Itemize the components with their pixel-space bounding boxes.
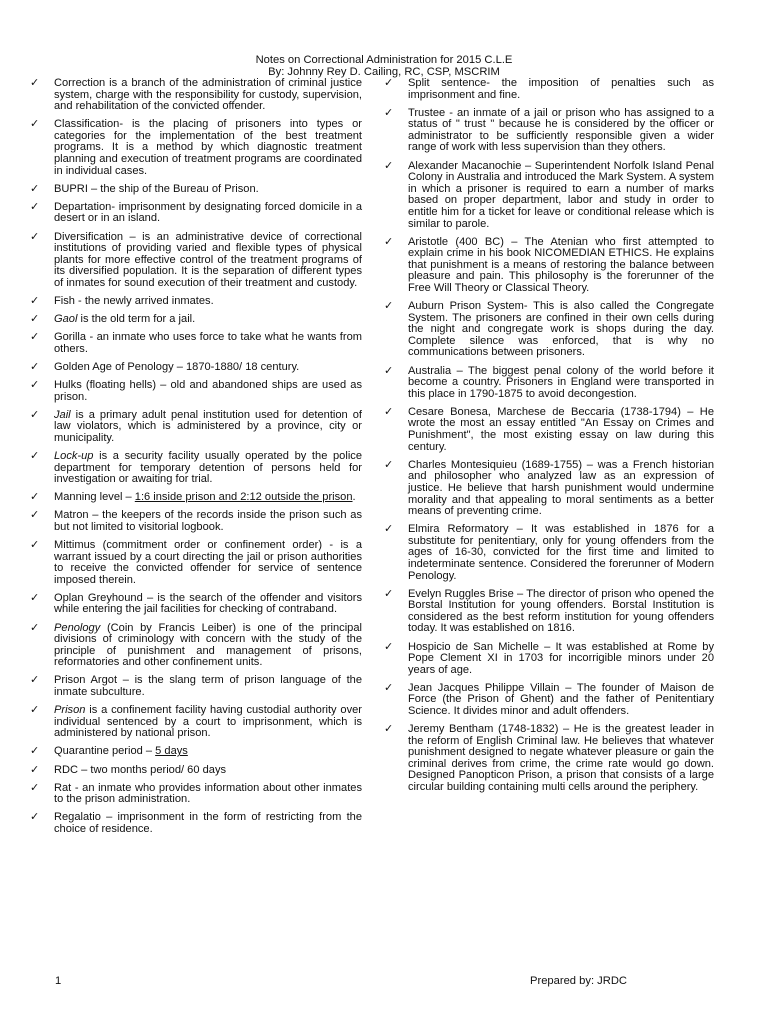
note-definition: Classification- is the placing of prisoners into types or categories for the implementation of the best treatment programs. It is a method by which diagnostic treatment planning and execution of treatment programs are coordinated in individual cases. — [54, 118, 362, 177]
note-item — [30, 540, 362, 586]
checkmark-icon: ✓ — [30, 811, 40, 824]
note-definition: RDC – two months period/ 60 days — [54, 763, 227, 776]
note-item — [384, 237, 714, 295]
note-definition: Matron – the keepers of the records inside the prison such as but not limited to visitorial logbook. — [54, 509, 362, 533]
note-definition: is a security facility usually operated by the police department for temporary detention of persons held for investigation or awaiting for trial. — [54, 449, 362, 486]
checkmark-icon: ✓ — [384, 106, 394, 119]
checkmark-icon: ✓ — [384, 364, 394, 377]
checkmark-icon: ✓ — [384, 300, 394, 313]
note-item — [30, 410, 362, 445]
note-text — [54, 409, 362, 444]
note-item — [30, 765, 362, 777]
note-definition: Elmira Reformatory – It was established in 1876 for a substitute for penitentiary, only for young offenders from the ages of 16-30, convicted for the first time and limited to indeterminate sentence. Considered the forerunner of Modern Penology. — [408, 523, 714, 582]
checkmark-icon: ✓ — [30, 539, 40, 551]
note-item — [30, 78, 362, 113]
checkmark-icon: ✓ — [384, 235, 394, 248]
checkmark-icon: ✓ — [384, 587, 394, 600]
checkmark-icon: ✓ — [30, 745, 40, 758]
note-emphasis: 1:6 inside prison and 2:12 outside the prison — [134, 491, 353, 504]
note-definition: Rat - an inmate who provides information about other inmates to the prison administration. — [54, 781, 362, 806]
note-text — [54, 539, 362, 586]
note-text — [54, 313, 195, 325]
note-text — [54, 745, 188, 757]
note-text — [408, 236, 714, 294]
checkmark-icon: ✓ — [30, 378, 40, 391]
note-text — [54, 674, 362, 698]
checkmark-icon: ✓ — [384, 523, 394, 536]
checkmark-icon: ✓ — [30, 313, 40, 326]
right-column — [384, 78, 714, 800]
note-item — [30, 746, 362, 758]
checkmark-icon: ✓ — [384, 458, 394, 471]
note-text — [54, 509, 362, 533]
note-text — [54, 118, 362, 176]
note-definition: Jeremy Bentham (1748-1832) – He is the greatest leader in the reform of English Criminal law. He believes that whatever punishment designed to negate whatever pleasure or gain the criminal derives from crime, the crime rate would go down. Designed Panopticon Prison, a prison that consists of a large circular building containing multi cells around the periphery. — [408, 723, 714, 794]
note-term: Prison — [54, 704, 86, 717]
note-item — [384, 78, 714, 101]
note-text — [54, 379, 362, 403]
note-item — [384, 683, 714, 718]
checkmark-icon: ✓ — [384, 723, 394, 736]
checkmark-icon: ✓ — [30, 781, 40, 794]
note-item — [30, 783, 362, 806]
note-definition: Golden Age of Penology – 1870-1880/ 18 century. — [54, 360, 300, 373]
note-item — [384, 161, 714, 231]
document-header — [0, 54, 768, 78]
note-item — [30, 812, 362, 835]
note-definition: Australia – The biggest penal colony of the world before it become a country. Prisoners in England were transported in this place in 1790-1875 to avoid decongestion. — [408, 364, 714, 400]
checkmark-icon: ✓ — [30, 449, 40, 462]
note-text — [408, 77, 714, 101]
note-text — [54, 361, 299, 373]
note-text — [54, 811, 362, 835]
note-definition: Aristotle (400 BC) – The Atenian who first attempted to explain crime in his book NICOMEDIAN ETHICS. He explains that punishment is a means of restoring the balance between pleasure and pain. This philosophy is the forerunner of the Free Will Theory or Classical Theory. — [408, 235, 714, 294]
checkmark-icon: ✓ — [30, 763, 40, 776]
note-text — [408, 107, 714, 154]
note-definition: Oplan Greyhound – is the search of the offender and visitors while entering the jail facilities for checking of contraband. — [54, 591, 362, 616]
page-number: 1 — [55, 975, 62, 987]
note-definition: Correction is a branch of the administration of criminal justice system, charge with the responsibility for custody, supervision, and rehabilitation of the convicted offender. — [54, 77, 362, 113]
document-byline: By: Johnny Rey D. Cailing, RC, CSP, MSCRIM — [268, 66, 500, 78]
note-text — [54, 491, 356, 503]
note-definition: Charles Montesiquieu (1689-1755) – was a French historian and philosopher who analyzed law as an expression of justice. He believe that harsh punishment would undermine morality and that appealing to moral sentiments as a better means of preventing crime. — [408, 458, 714, 518]
note-text — [54, 782, 362, 806]
note-text — [54, 764, 226, 776]
note-text — [54, 231, 362, 289]
note-text — [54, 295, 214, 307]
note-term: Lock-up — [54, 449, 94, 462]
note-item — [384, 724, 714, 794]
note-text — [54, 77, 362, 112]
note-text — [54, 331, 362, 355]
checkmark-icon: ✓ — [384, 640, 394, 653]
note-text — [408, 723, 714, 793]
note-text — [408, 523, 714, 581]
left-column — [30, 78, 362, 842]
note-definition: Hospicio de San Michelle – It was established at Rome by Pope Clement XI in 1703 for incorrigible minors under 20 years of age. — [408, 640, 714, 676]
note-item — [30, 705, 362, 740]
note-definition: (Coin by Francis Leiber) is one of the principal divisions of criminology with concern with the study of the principle of punishment and management of prisons, reformatories and other confinement units. — [54, 621, 362, 669]
note-definition: Jean Jacques Philippe Villain – The founder of Maison de Force (the Prison of Ghent) and the father of Penitentiary Science. It divides minor and adult offenders. — [408, 681, 714, 717]
checkmark-icon: ✓ — [30, 704, 40, 717]
note-text — [408, 459, 714, 517]
checkmark-icon: ✓ — [384, 681, 394, 694]
note-text — [54, 704, 362, 739]
note-text — [408, 641, 714, 676]
note-item — [30, 623, 362, 669]
note-definition: Hulks (floating hells) – old and abandoned ships are used as prison. — [54, 378, 362, 403]
checkmark-icon: ✓ — [30, 331, 40, 344]
note-definition: Prison Argot – is the slang term of prison language of the inmate subculture. — [54, 674, 362, 699]
note-text — [408, 682, 714, 717]
note-item — [30, 380, 362, 403]
note-text — [54, 450, 362, 485]
note-text — [408, 300, 714, 358]
note-item — [384, 366, 714, 401]
note-item — [30, 184, 362, 196]
note-definition: BUPRI – the ship of the Bureau of Prison. — [54, 182, 259, 195]
note-definition: Alexander Macanochie – Superintendent Norfolk Island Penal Colony in Australia and introduced the Mark System. A system in which a prisoner is required to earn a number of marks based on proper department, labor and study in order to entitle him for a ticket for leave or conditional release which is similar to parole. — [408, 159, 714, 230]
note-definition: Quarantine period – — [54, 745, 156, 758]
checkmark-icon: ✓ — [30, 77, 40, 89]
note-item — [30, 675, 362, 698]
note-term: Jail — [54, 408, 71, 421]
note-definition: Evelyn Ruggles Brise – The director of prison who opened the Borstal Institution for young offenders. Borstal Institution is considered as the best reform institution for young offenders today. It was established on 1816. — [408, 587, 714, 635]
note-definition: Diversification – is an administrative device of correctional institutions of providing varied and flexible types of physical plants for more effective control of the treatment programs of its diversified population. It is the separation of different types of inmates for sound execution of their treatment and custody. — [54, 230, 362, 289]
note-item — [30, 119, 362, 177]
note-item — [30, 314, 362, 326]
checkmark-icon: ✓ — [30, 674, 40, 687]
note-definition: Trustee - an inmate of a jail or prison who has assigned to a status of " trust " because he is considered by the officer or administrator to be sufficiently responsible given a wider range of work with less supervision than they others. — [408, 106, 714, 154]
checkmark-icon: ✓ — [384, 405, 394, 418]
note-text — [54, 183, 259, 195]
note-definition: Mittimus (commitment order or confinement order) - is a warrant issued by a court directing the jail or prison authorities to receive the convicted offender for service of sentence imposed therein. — [54, 539, 362, 586]
note-tail: . — [352, 491, 356, 504]
note-item — [384, 589, 714, 635]
checkmark-icon: ✓ — [30, 200, 40, 213]
note-item — [384, 407, 714, 453]
note-text — [408, 160, 714, 230]
note-definition: Regalatio – imprisonment in the form of restricting from the choice of residence. — [54, 811, 362, 835]
note-emphasis: 5 days — [155, 745, 188, 758]
note-text — [408, 588, 714, 635]
checkmark-icon: ✓ — [30, 230, 40, 243]
note-item — [30, 510, 362, 533]
checkmark-icon: ✓ — [30, 118, 40, 131]
checkmark-icon: ✓ — [30, 509, 40, 522]
note-item — [30, 451, 362, 486]
note-item — [384, 108, 714, 154]
note-item — [30, 332, 362, 355]
note-definition: is the old term for a jail. — [77, 313, 196, 326]
note-item — [384, 524, 714, 582]
note-item — [384, 301, 714, 359]
note-item — [30, 232, 362, 290]
note-text — [54, 592, 362, 616]
note-text — [408, 406, 714, 453]
prepared-by: Prepared by: JRDC — [530, 975, 627, 987]
note-term: Gaol — [54, 313, 78, 326]
checkmark-icon: ✓ — [30, 295, 40, 307]
checkmark-icon: ✓ — [30, 182, 40, 195]
checkmark-icon: ✓ — [30, 591, 40, 604]
checkmark-icon: ✓ — [30, 491, 40, 504]
note-item — [30, 202, 362, 225]
note-definition: Split sentence- the imposition of penalties such as imprisonment and fine. — [408, 77, 714, 101]
checkmark-icon: ✓ — [30, 408, 40, 421]
note-text — [408, 365, 714, 400]
note-definition: Cesare Bonesa, Marchese de Beccaria (1738-1794) – He wrote the most an essay entitled "An Essay on Crimes and Punishment", the most existing essay on law during this century. — [408, 405, 714, 453]
checkmark-icon: ✓ — [30, 360, 40, 373]
note-definition: Auburn Prison System- This is also called the Congregate System. The prisoners are confined in their own cells during the night and congregate work is shops during the day. Complete silence was enforced, that is why no communications between prisoners. — [408, 300, 714, 359]
note-item — [30, 296, 362, 308]
document-title: Notes on Correctional Administration for 2015 C.L.E — [255, 54, 513, 66]
note-item — [30, 492, 362, 504]
note-item — [30, 362, 362, 374]
note-item — [384, 460, 714, 518]
checkmark-icon: ✓ — [30, 621, 40, 634]
note-item — [30, 593, 362, 616]
note-definition: Manning level – — [54, 491, 135, 504]
checkmark-icon: ✓ — [384, 77, 394, 89]
note-text — [54, 622, 362, 669]
note-definition: is a primary adult penal institution used for detention of law violators, which is administered by a province, city or municipality. — [54, 408, 362, 444]
note-definition: is a confinement facility having custodial authority over individual sentenced by a court to imprisonment, which is administered by national prison. — [54, 704, 362, 740]
note-term: Penology — [54, 621, 101, 634]
note-definition: Departation- imprisonment by designating forced domicile in a desert or in an island. — [54, 200, 362, 225]
note-definition: Fish - the newly arrived inmates. — [54, 295, 214, 307]
note-text — [54, 201, 362, 225]
note-definition: Gorilla - an inmate who uses force to take what he wants from others. — [54, 331, 362, 355]
note-item — [384, 642, 714, 677]
checkmark-icon: ✓ — [384, 159, 394, 172]
